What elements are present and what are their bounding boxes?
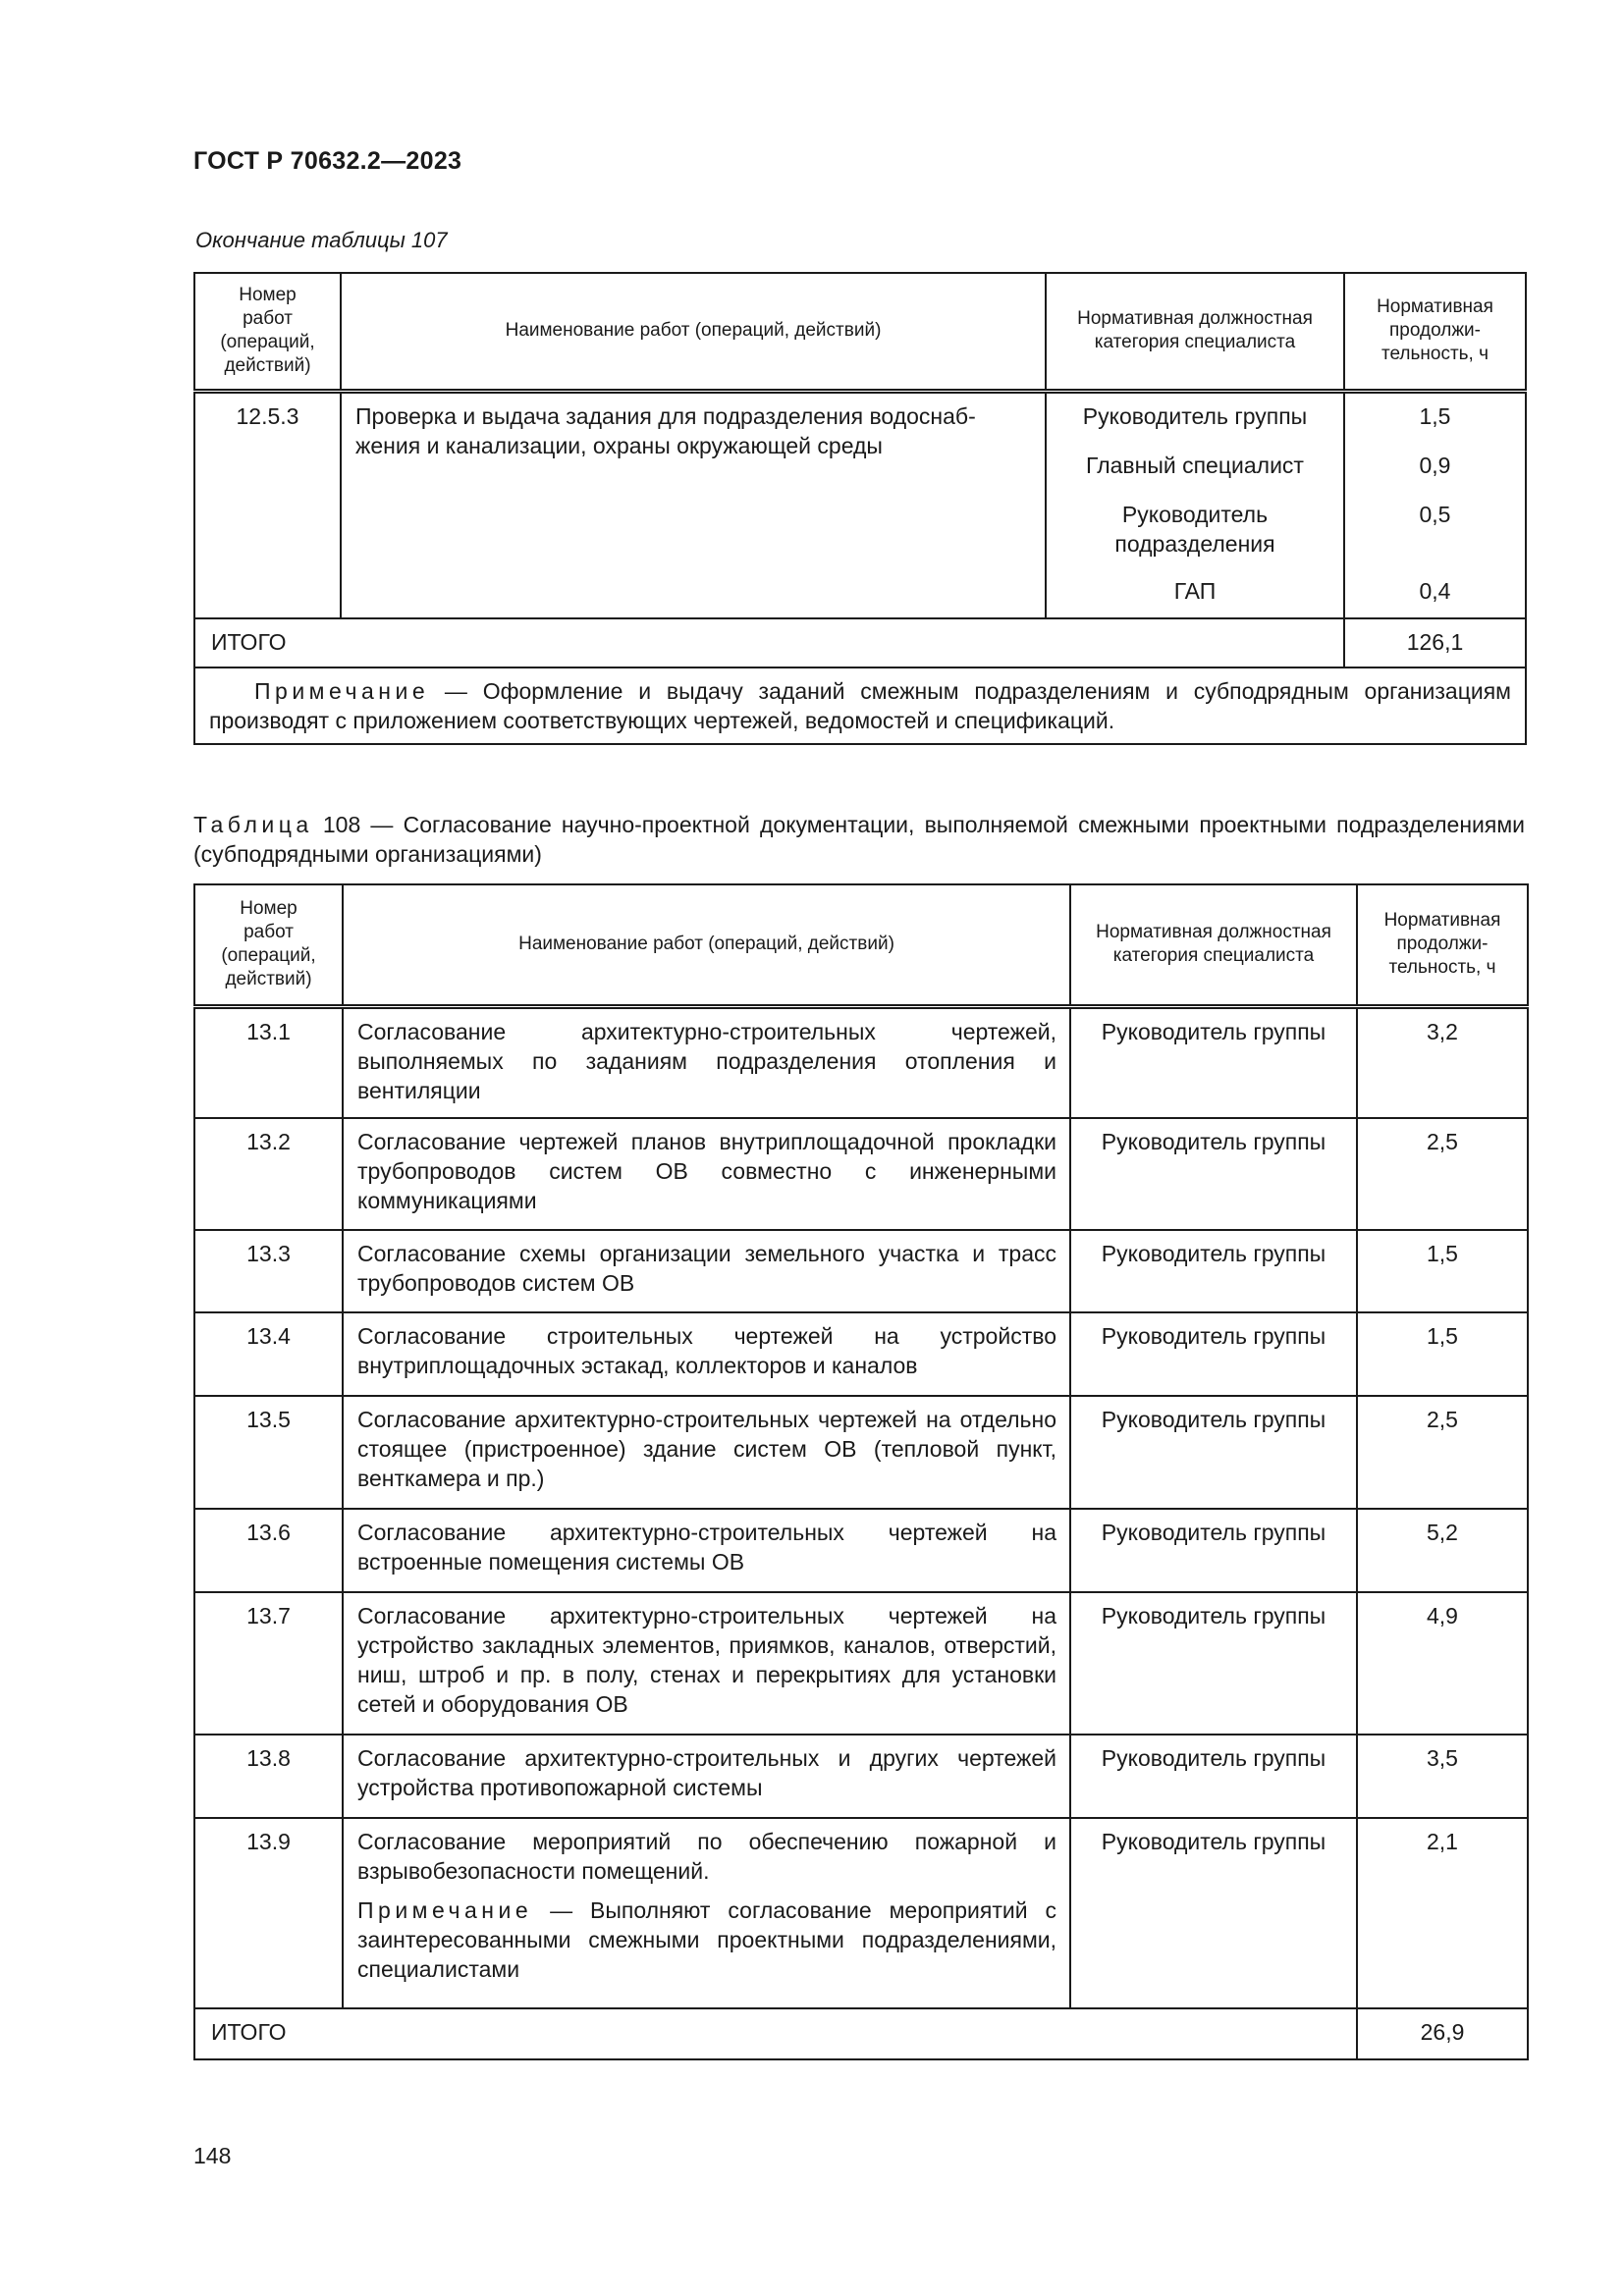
row-category: Руководитель группы: [1070, 1592, 1357, 1735]
row-name: Согласование архитектурно-строительных чертежей на встроенные помещения системы ОВ: [343, 1509, 1070, 1592]
table-row: [194, 1592, 1528, 1735]
row-duration: 2,1: [1357, 1818, 1528, 2008]
column-header-name: Наименование работ (операций, действий): [343, 884, 1070, 1006]
row-number: 13.2: [194, 1118, 343, 1230]
row-duration: 4,9: [1357, 1592, 1528, 1735]
total-label: ИТОГО: [194, 618, 1344, 667]
caption-label: Таблица: [193, 812, 313, 837]
row-categories: [1046, 391, 1344, 618]
row-number: 13.8: [194, 1735, 343, 1818]
caption-text: 108 — Согласование научно-проектной документации, выполняемой смежными проектными подразделениями (субподрядными организациями): [193, 812, 1525, 867]
duration-item: 0,9: [1419, 452, 1451, 478]
column-header-duration: Нормативная продолжи-тельность, ч: [1344, 273, 1526, 391]
note-text: — Оформление и выдачу заданий смежным подразделениям и субподрядным организациям производят с приложением соответствующих чертежей, ведомостей и спецификаций.: [209, 678, 1511, 733]
duration-item: 0,5: [1419, 501, 1451, 527]
row-name: Согласование строительных чертежей на устройство внутриплощадочных эстакад, коллекторов и каналов: [343, 1312, 1070, 1396]
row-number: 13.7: [194, 1592, 343, 1735]
column-header-category: Нормативная должностная категория специалиста: [1046, 273, 1344, 391]
row-category: Руководитель группы: [1070, 1006, 1357, 1118]
row-name: Согласование архитектурно-строительных чертежей на отдельно стоящее (пристроенное) здание систем ОВ (тепловой пункт, венткамера и пр.): [343, 1396, 1070, 1509]
row-name: Согласование архитектурно-строительных и других чертежей устройства противопожарной системы: [343, 1735, 1070, 1818]
note-label: Примечание: [357, 1897, 533, 1923]
note-text: — Выполняют согласование мероприятий с заинтересованными смежными проектными подразделениями, специалистами: [357, 1897, 1056, 1982]
row-category: Руководитель группы: [1070, 1396, 1357, 1509]
row-number: 13.9: [194, 1818, 343, 2008]
column-header-duration: Нормативная продолжи-тельность, ч: [1357, 884, 1528, 1006]
column-header-number: Номер работ (операций, действий): [194, 884, 343, 1006]
table-row: [194, 1118, 1528, 1230]
table-row: [194, 1509, 1528, 1592]
total-row: [194, 2008, 1528, 2059]
row-duration: 5,2: [1357, 1509, 1528, 1592]
row-number: 13.6: [194, 1509, 343, 1592]
row-duration: 2,5: [1357, 1118, 1528, 1230]
table-108-caption: [193, 810, 1525, 869]
table-108: [193, 883, 1529, 2060]
row-category: Руководитель группы: [1070, 1118, 1357, 1230]
column-header-name: Наименование работ (операций, действий): [341, 273, 1046, 391]
table-note: [194, 667, 1526, 744]
row-category: Руководитель группы: [1070, 1735, 1357, 1818]
row-name: Согласование архитектурно-строительных чертежей, выполняемых по заданиям подразделения отопления и вентиляции: [343, 1006, 1070, 1118]
total-value: 26,9: [1357, 2008, 1528, 2059]
row-duration: 1,5: [1357, 1230, 1528, 1312]
note-label: Примечание: [254, 678, 430, 704]
category-item: Главный специалист: [1086, 452, 1304, 478]
table-row: [194, 391, 1526, 618]
table-row: [194, 1230, 1528, 1312]
table-row: [194, 1735, 1528, 1818]
duration-item: 1,5: [1419, 402, 1451, 429]
table-row: [194, 1818, 1528, 2008]
document-code: ГОСТ Р 70632.2—2023: [193, 147, 462, 175]
row-name: Согласование мероприятий по обеспечению пожарной и взрывобезопасности помещений.: [357, 1829, 1056, 1884]
row-duration: 3,2: [1357, 1006, 1528, 1118]
duration-item: 0,4: [1419, 577, 1451, 604]
row-name: Согласование архитектурно-строительных чертежей на устройство закладных элементов, приямков, каналов, отверстий, ниш, штроб и пр. в полу, стенах и перекрытиях для установки сетей и оборудования ОВ: [343, 1592, 1070, 1735]
row-name: Согласование чертежей планов внутриплощадочной прокладки трубопроводов систем ОВ совместно с инженерными коммуникациями: [343, 1118, 1070, 1230]
row-number: 12.5.3: [194, 391, 341, 618]
table-107-caption: Окончание таблицы 107: [195, 228, 448, 252]
row-duration: 2,5: [1357, 1396, 1528, 1509]
row-duration: 1,5: [1357, 1312, 1528, 1396]
row-number: 13.1: [194, 1006, 343, 1118]
total-row: [194, 618, 1526, 667]
table-row: [194, 1312, 1528, 1396]
table-row: [194, 1396, 1528, 1509]
table-row: [194, 1006, 1528, 1118]
row-category: Руководитель группы: [1070, 1312, 1357, 1396]
row-category: Руководитель группы: [1070, 1509, 1357, 1592]
category-item: ГАП: [1173, 577, 1217, 604]
row-number: 13.5: [194, 1396, 343, 1509]
category-item: Руководитель группы: [1082, 402, 1308, 429]
row-durations: [1344, 391, 1526, 618]
table-107: [193, 272, 1527, 745]
row-name-with-note: [343, 1818, 1070, 2008]
row-duration: 3,5: [1357, 1735, 1528, 1818]
column-header-number: Номер работ (операций, действий): [194, 273, 341, 391]
total-value: 126,1: [1344, 618, 1526, 667]
row-note: [357, 1896, 1056, 1984]
page-number: 148: [193, 2143, 232, 2168]
row-name: Согласование схемы организации земельного участка и трасс трубопроводов систем ОВ: [343, 1230, 1070, 1312]
total-label: ИТОГО: [194, 2008, 1357, 2059]
row-category: Руководитель группы: [1070, 1230, 1357, 1312]
row-number: 13.4: [194, 1312, 343, 1396]
row-category: Руководитель группы: [1070, 1818, 1357, 2008]
column-header-category: Нормативная должностная категория специалиста: [1070, 884, 1357, 1006]
row-number: 13.3: [194, 1230, 343, 1312]
note-row: [194, 667, 1526, 744]
category-item: Руководитель подразделения: [1114, 501, 1275, 557]
row-name: Проверка и выдача задания для подразделения водоснаб-жения и канализации, охраны окружающей среды: [341, 391, 1046, 618]
